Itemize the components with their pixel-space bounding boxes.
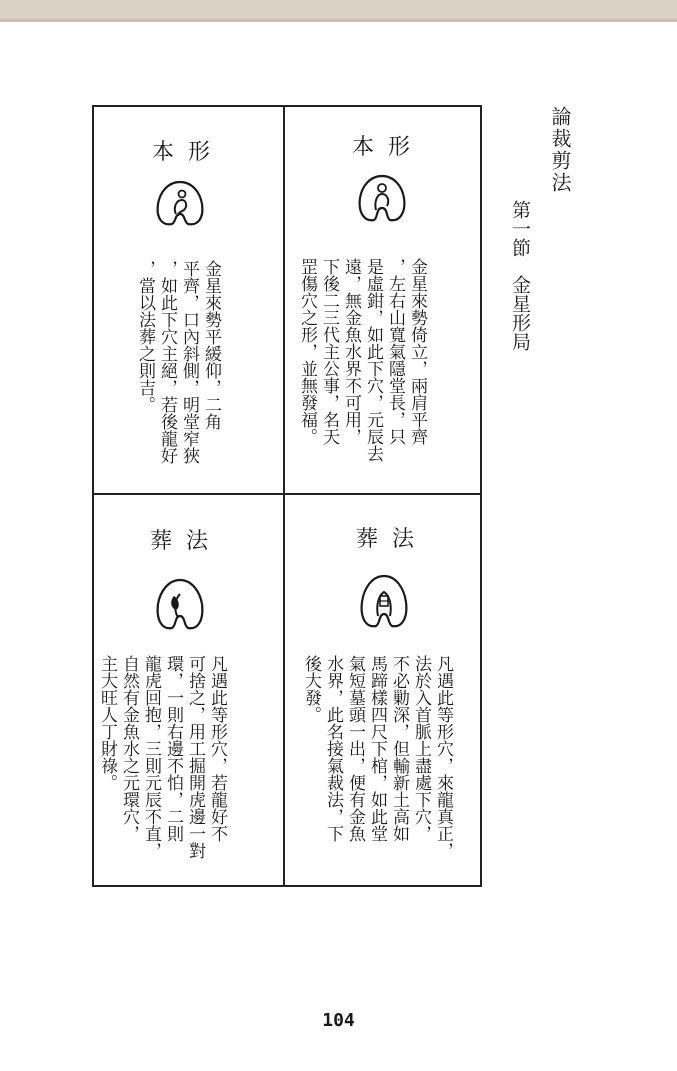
subsection-label: 金星形局 bbox=[509, 275, 531, 351]
text-col: ，當以法葬之則吉。 bbox=[135, 260, 155, 413]
bottom-left-label: 葬法 bbox=[150, 529, 223, 554]
text-col: ，如此下穴主絕，若後龍好 bbox=[157, 260, 177, 464]
text-col: 後大發。 bbox=[301, 655, 321, 723]
text-col: 龍虎回抱，三則元辰不直， bbox=[141, 655, 161, 859]
text-col: 可捨之，用工掘開虎邊一對 bbox=[185, 655, 205, 859]
top-right-label: 本形 bbox=[352, 135, 425, 160]
top-left-label: 本形 bbox=[152, 140, 225, 165]
text-col: 下後二三代主公事，名天 bbox=[319, 258, 339, 445]
text-col: 不必勦深，但輸新土高如 bbox=[389, 655, 409, 842]
text-col: 凡遇此等形穴，來龍真正， bbox=[433, 655, 453, 859]
top-left-text bbox=[134, 260, 222, 480]
text-col: 遠，無金魚水界不可用， bbox=[341, 258, 361, 445]
text-col: 法於入首脈上盡處下穴， bbox=[411, 655, 431, 842]
bottom-right-terrain-diagram bbox=[352, 570, 416, 634]
bottom-right-text bbox=[300, 655, 454, 877]
text-col: 主大旺人丁財祿。 bbox=[97, 655, 117, 791]
vertical-divider bbox=[283, 107, 285, 885]
text-col: 自然有金魚水之元環穴， bbox=[119, 655, 139, 842]
text-col: 環，一則右邊不怕，二則 bbox=[163, 655, 183, 842]
text-col: 氣短墓頭一出，便有金魚 bbox=[345, 655, 365, 842]
text-col: 平齊，口內斜側，明堂窄狹 bbox=[179, 260, 199, 464]
bottom-left-text bbox=[96, 655, 228, 877]
text-col: 馬蹄樣四尺下棺，如此堂 bbox=[367, 655, 387, 842]
section-label: 第一節 bbox=[509, 200, 531, 257]
top-right-text bbox=[296, 258, 428, 486]
page-number: 104 bbox=[322, 1010, 355, 1031]
text-col: ，左右山寬氣隱堂長，只 bbox=[385, 258, 405, 445]
section-heading bbox=[508, 200, 532, 351]
text-col: 罡傷穴之形，並無發福。 bbox=[297, 258, 317, 445]
text-col: 是虛鉗，如此下穴，元辰去 bbox=[363, 258, 383, 462]
top-left-terrain-diagram bbox=[148, 176, 212, 232]
bottom-left-terrain-diagram bbox=[148, 574, 212, 634]
text-col: 金星來勢倚立，兩肩平齊 bbox=[407, 258, 427, 445]
top-right-terrain-diagram bbox=[350, 168, 414, 228]
book-title: 論裁剪法 bbox=[548, 106, 572, 194]
top-border-line bbox=[0, 19, 677, 22]
text-col: 凡遇此等形穴，若龍好不 bbox=[207, 655, 227, 842]
bottom-right-label: 葬法 bbox=[356, 527, 429, 552]
horizontal-divider bbox=[94, 493, 480, 495]
text-col: 金星來勢平緩仰，二角 bbox=[201, 260, 221, 430]
text-col: 水界，此名接氣裁法，下 bbox=[323, 655, 343, 842]
